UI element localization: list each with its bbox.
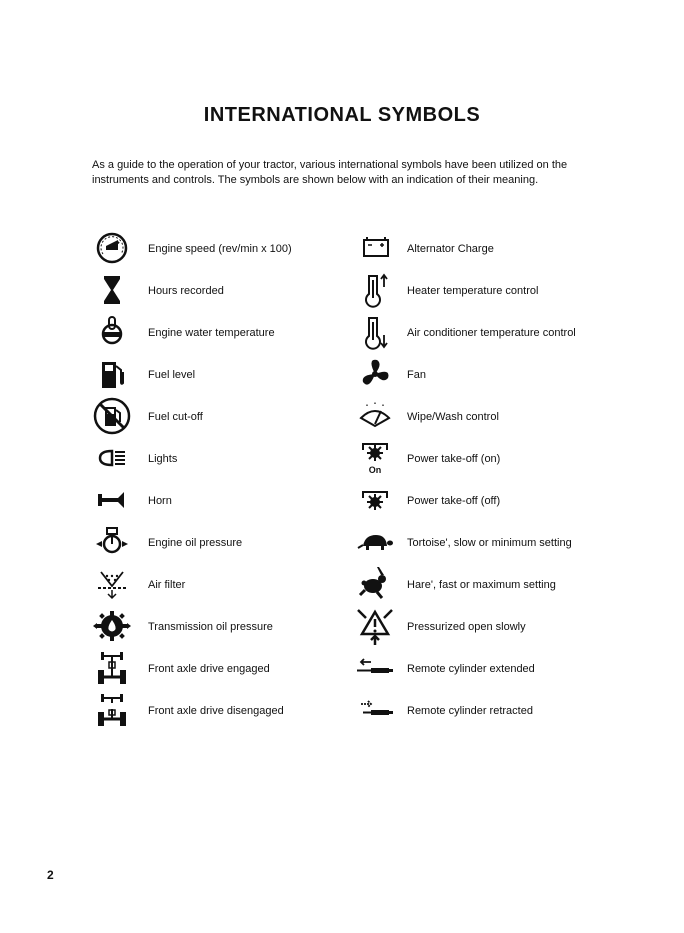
symbol-label: Transmission oil pressure xyxy=(148,621,273,633)
symbol-row xyxy=(355,354,655,396)
symbol-row xyxy=(355,480,655,522)
tortoise-icon xyxy=(355,522,395,562)
symbol-row xyxy=(355,690,655,732)
symbol-label: Power take-off (on) xyxy=(407,453,501,465)
symbol-row xyxy=(355,564,655,606)
symbol-row xyxy=(355,438,655,480)
symbol-row xyxy=(92,438,352,480)
page-number: 2 xyxy=(47,868,54,882)
symbol-label: Hare', fast or maximum setting xyxy=(407,579,556,591)
symbol-label: Engine water temperature xyxy=(148,327,275,339)
fuel-pump-icon xyxy=(92,354,132,394)
intro-paragraph: As a guide to the operation of your tractor, various international symbols have been utilized on the instruments and controls. The symbols are shown below with an indication of their meaning. xyxy=(92,159,568,186)
horn-icon xyxy=(92,480,132,520)
symbol-label: Fan xyxy=(407,369,426,381)
air-filter-icon xyxy=(92,564,132,604)
symbol-row xyxy=(355,312,655,354)
symbol-label: Tortoise', slow or minimum setting xyxy=(407,537,572,549)
oil-can-icon xyxy=(92,522,132,562)
hourglass-icon xyxy=(92,270,132,310)
cylinder-retracted-icon xyxy=(355,690,395,730)
symbol-row xyxy=(92,648,352,690)
symbol-row xyxy=(92,564,352,606)
symbol-row xyxy=(355,522,655,564)
symbol-row xyxy=(355,270,655,312)
symbol-label: Front axle drive disengaged xyxy=(148,705,284,717)
symbol-row xyxy=(355,228,655,270)
pto-on-text: On xyxy=(368,465,382,475)
symbol-label: Wipe/Wash control xyxy=(407,411,499,423)
fuel-cutoff-icon xyxy=(92,396,132,436)
symbol-label: Alternator Charge xyxy=(407,243,494,255)
symbol-row xyxy=(92,228,352,270)
engine-speed-icon xyxy=(92,228,132,268)
symbol-row xyxy=(355,606,655,648)
symbol-label: Heater temperature control xyxy=(407,285,539,297)
symbol-row xyxy=(92,354,352,396)
symbol-row xyxy=(355,648,655,690)
symbol-row xyxy=(92,270,352,312)
pto-off-icon xyxy=(355,480,395,520)
symbol-row xyxy=(92,480,352,522)
symbol-label: Remote cylinder extended xyxy=(407,663,535,675)
symbol-row xyxy=(92,606,352,648)
wiper-icon xyxy=(355,396,395,436)
gear-oil-icon xyxy=(92,606,132,646)
symbol-label: Horn xyxy=(148,495,172,507)
axle-engaged-icon xyxy=(92,648,132,688)
cylinder-extended-icon xyxy=(355,648,395,688)
symbol-row xyxy=(355,396,655,438)
symbols-right-column xyxy=(355,228,655,732)
symbol-label: Front axle drive engaged xyxy=(148,663,270,675)
hare-icon xyxy=(355,564,395,604)
symbols-left-column xyxy=(92,228,352,732)
symbol-row xyxy=(92,690,352,732)
thermometer-down-icon xyxy=(355,312,395,352)
headlight-icon xyxy=(92,438,132,478)
symbol-row xyxy=(92,312,352,354)
symbol-label: Power take-off (off) xyxy=(407,495,501,507)
symbol-label: Lights xyxy=(148,453,178,465)
symbol-row xyxy=(92,522,352,564)
battery-icon xyxy=(355,228,395,268)
pto-on-icon xyxy=(355,438,395,478)
symbol-label: Fuel cut-off xyxy=(148,411,203,423)
symbol-row xyxy=(92,396,352,438)
axle-disengaged-icon xyxy=(92,690,132,730)
fan-icon xyxy=(355,354,395,394)
symbol-label: Remote cylinder retracted xyxy=(407,705,533,717)
pressure-warning-icon xyxy=(355,606,395,646)
thermometer-up-icon xyxy=(355,270,395,310)
water-temperature-icon xyxy=(92,312,132,352)
symbol-label: Engine speed (rev/min x 100) xyxy=(148,243,292,255)
symbol-label: Hours recorded xyxy=(148,285,224,297)
symbol-label: Fuel level xyxy=(148,369,196,381)
page-title: INTERNATIONAL SYMBOLS xyxy=(203,104,481,126)
symbol-label: Pressurized open slowly xyxy=(407,621,526,633)
symbol-label: Engine oil pressure xyxy=(148,537,243,549)
symbol-label: Air conditioner temperature control xyxy=(407,327,576,339)
symbol-label: Air filter xyxy=(148,579,186,591)
